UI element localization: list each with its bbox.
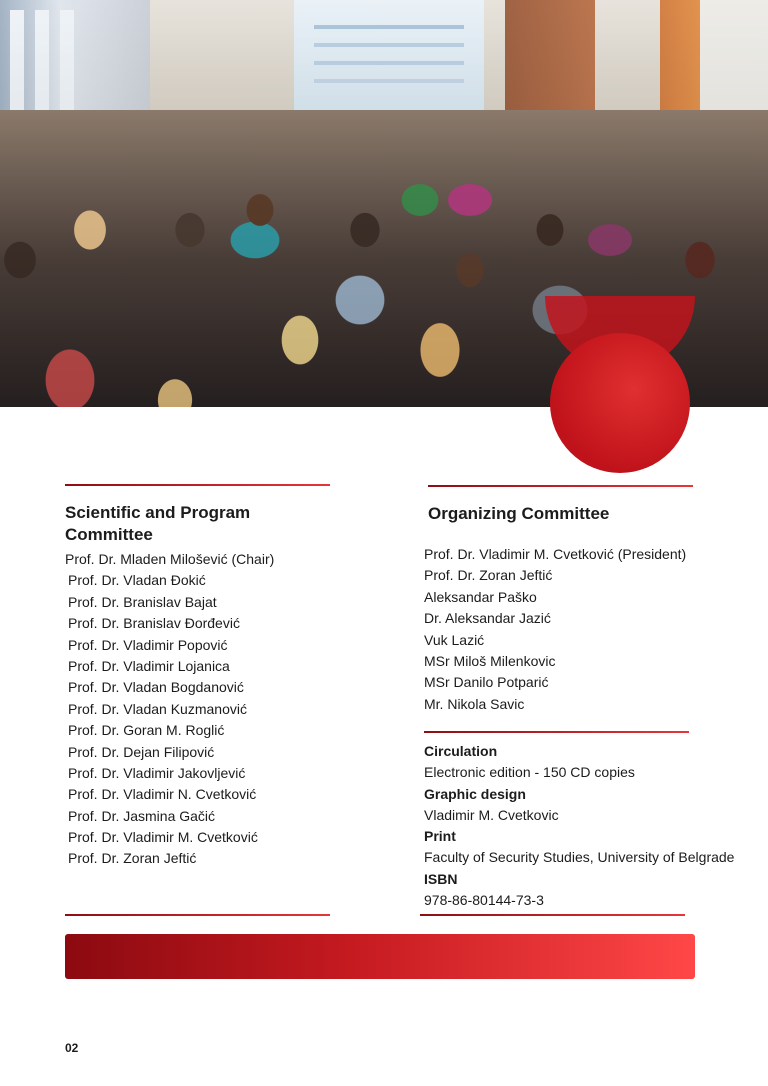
scientific-committee-list <box>65 549 274 870</box>
isbn-label: ISBN <box>424 870 458 887</box>
committee-member: Prof. Dr. Vladimir M. Cvetković <box>68 829 258 846</box>
circulation-label: Circulation <box>424 743 498 759</box>
committee-member: Prof. Dr. Mladen Milošević (Chair) <box>65 551 275 567</box>
committee-member: Prof. Dr. Dejan Filipović <box>68 743 215 760</box>
committee-member: Prof. Dr. Jasmina Gačić <box>68 807 216 824</box>
committee-member: Prof. Dr. Vladimir Popović <box>68 636 228 653</box>
print-value: Faculty of Security Studies, University of Belgrade <box>424 849 735 866</box>
committee-member: Vuk Lazić <box>424 631 485 648</box>
divider-top-left <box>65 484 330 486</box>
circulation-value: Electronic edition - 150 CD copies <box>424 764 635 781</box>
red-gradient-banner <box>65 934 695 979</box>
divider-bottom-left <box>65 914 330 916</box>
committee-member: Prof. Dr. Vladimir N. Cvetković <box>68 786 257 803</box>
committee-member: Prof. Dr. Vladimir Lojanica <box>68 657 230 674</box>
page-number: 02 <box>65 1041 79 1055</box>
committee-member: Prof. Dr. Vladan Kuzmanović <box>68 700 247 717</box>
divider-middle-right <box>424 731 689 733</box>
scientific-committee-title: Scientific and Program Committee <box>65 503 251 544</box>
committee-member: Prof. Dr. Zoran Jeftić <box>68 850 197 867</box>
committee-member: Aleksandar Paško <box>424 588 537 605</box>
committee-member: Prof. Dr. Vladan Bogdanović <box>68 679 244 696</box>
organizing-committee-title: Organizing Committee <box>428 504 610 523</box>
print-label: Print <box>424 828 456 845</box>
committee-member: MSr Miloš Milenkovic <box>424 652 556 669</box>
committee-member: MSr Danilo Potparić <box>424 674 549 691</box>
committee-member: Mr. Nikola Savic <box>424 695 525 712</box>
divider-top-right <box>428 485 693 487</box>
graphic-design-label: Graphic design <box>424 785 526 802</box>
isbn-value: 978-86-80144-73-3 <box>424 892 544 909</box>
graphic-design-value: Vladimir M. Cvetkovic <box>424 806 559 823</box>
divider-bottom-right <box>420 914 685 916</box>
red-circle-decoration <box>550 333 690 473</box>
committee-member: Prof. Dr. Goran M. Roglić <box>68 722 225 739</box>
organizing-committee-list <box>424 544 686 715</box>
committee-member: Prof. Dr. Vladimir Jakovljević <box>68 764 246 781</box>
committee-member: Prof. Dr. Vladimir M. Cvetković (President) <box>424 546 687 562</box>
committee-member: Prof. Dr. Vladan Đokić <box>68 572 206 589</box>
committee-member: Prof. Dr. Branislav Đorđević <box>68 615 240 632</box>
committee-member: Prof. Dr. Branislav Bajat <box>68 593 217 610</box>
publication-info <box>424 741 734 911</box>
committee-member: Prof. Dr. Zoran Jeftić <box>424 567 553 584</box>
committee-member: Dr. Aleksandar Jazić <box>424 610 551 627</box>
